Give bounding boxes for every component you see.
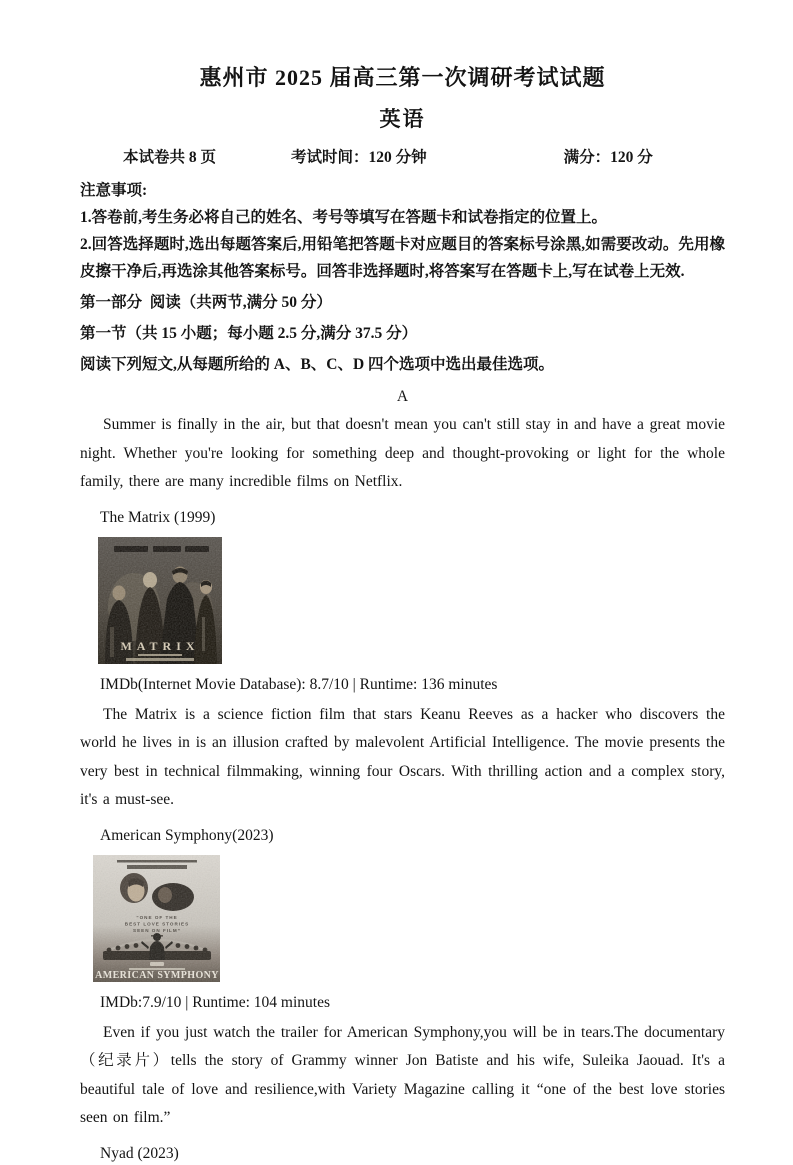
movie-imdb-american-symphony: IMDb:7.9/10 | Runtime: 104 minutes — [100, 993, 331, 1011]
movie-description-matrix: The Matrix is a science fiction film that stars Keanu Reeves as a hacker who discovers the world he lives in is an illusion crafted by malevolent Artificial Intelligence. The movie presents the very best in technical filmmaking, winning four Oscars. With thrilling action and a complex story, it's a must-see. — [80, 705, 725, 808]
subject-title: 英语 — [379, 107, 426, 131]
reading-instruction: 阅读下列短文,从每题所给的 A、B、C、D 四个选项中选出最佳选项。 — [80, 356, 555, 373]
passage-intro: Summer is finally in the air, but that doesn't mean you can't still stay in and have a great movie night. Whether you're looking for something deep and thought-provoking or light for the whole family, there are many incredible films on Netflix. — [80, 416, 725, 490]
movie-title-matrix: The Matrix (1999) — [100, 508, 216, 526]
section1-heading: 第一节（共 15 小题；每小题 2.5 分,满分 37.5 分） — [80, 325, 418, 342]
notice-heading: 注意事项: — [80, 182, 148, 199]
american-symphony-poster — [93, 855, 725, 982]
as-poster-quote-line1: “ONE OF THE — [136, 914, 178, 920]
matrix-poster — [98, 537, 725, 664]
as-poster-quote-line3: SEEN ON FILM” — [133, 927, 181, 933]
matrix-poster-title: MATRIX — [120, 638, 200, 653]
movie-imdb-matrix: IMDb(Internet Movie Database): 8.7/10 | Runtime: 136 minutes — [100, 675, 498, 693]
american-symphony-poster-image — [93, 855, 220, 982]
meta-duration: 考试时间：120 分钟 — [291, 149, 427, 166]
matrix-poster-image — [98, 537, 222, 664]
notice-item-1: 1.答卷前,考生务必将自己的姓名、考号等填写在答题卡和试卷指定的位置上。 — [80, 209, 608, 226]
part1-heading: 第一部分 阅读（共两节,满分 50 分） — [80, 294, 332, 311]
movie-description-american-symphony: Even if you just watch the trailer for American Symphony,you will be in tears.The documentary（纪录片）tells the story of Grammy winner Jon Batiste and his wife, Suleika Jaouad. It's a beautiful tale of love and resilience,with Variety Magazine calling it “one of the best love stories seen on film.” — [80, 1023, 725, 1126]
meta-page-count: 本试卷共 8 页 — [123, 149, 217, 166]
exam-meta-row — [80, 147, 725, 169]
meta-total-score: 满分：120 分 — [563, 149, 653, 166]
as-poster-title: AMERICAN SYMPHONY — [95, 969, 219, 981]
movie-title-american-symphony: American Symphony(2023) — [100, 826, 274, 844]
passage-label-A: A — [396, 388, 409, 405]
page-title: 惠州市 2025 届高三第一次调研考试试题 — [199, 65, 606, 90]
as-poster-quote-line2: BEST LOVE STORIES — [124, 921, 190, 926]
movie-title-nyad: Nyad (2023) — [100, 1144, 179, 1162]
notice-item-2: 2.回答选择题时,选出每题答案后,用铅笔把答题卡对应题目的答案标号涂黑,如需要改动。先用橡皮擦干净后,再选涂其他答案标号。回答非选择题时,将答案写在答题卡上,写在试卷上无效. — [80, 236, 725, 280]
